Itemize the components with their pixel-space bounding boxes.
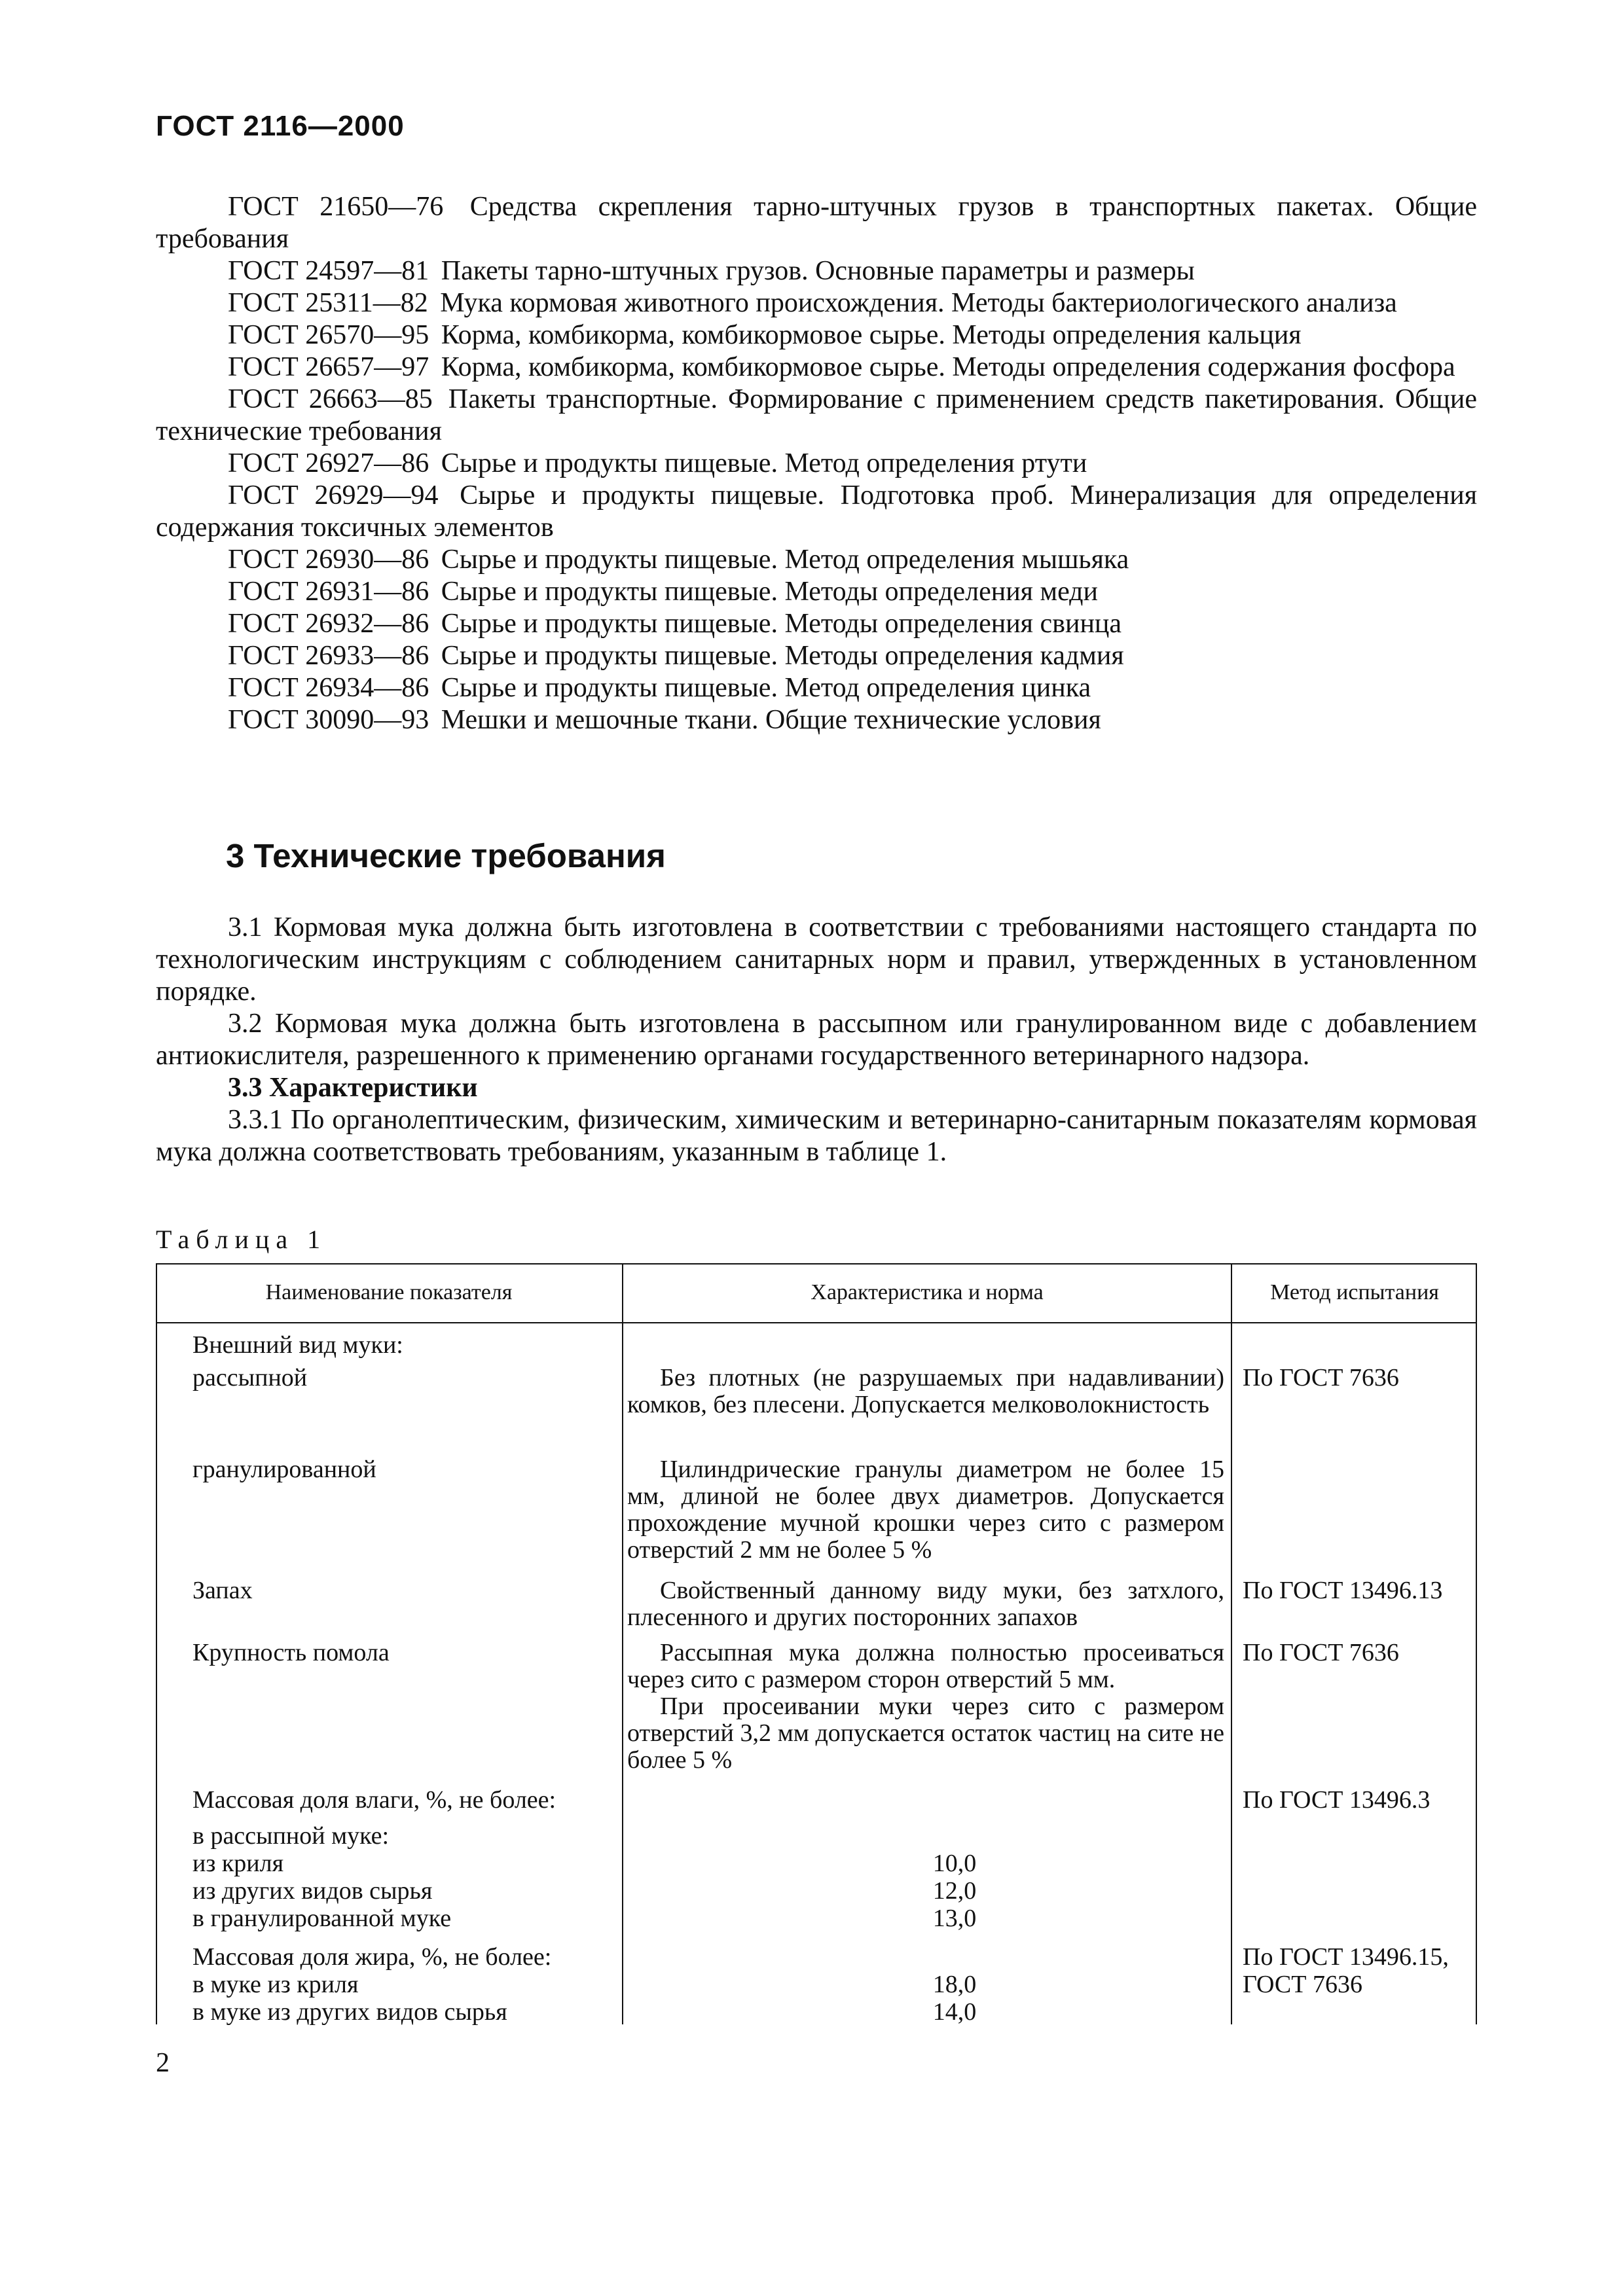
reference-title: Сырье и продукты пищевые. Метод определения мышьяка	[441, 545, 1129, 575]
table-cell: 18,0	[932, 1971, 977, 1998]
reference-item	[156, 480, 1477, 544]
table-cell-text: При просеивании муки через сито с размером отверстий 3,2 мм допускается остаток частиц на сите не более 5 %	[627, 1693, 1224, 1774]
reference-item	[156, 384, 1477, 448]
table-cell: 10,0	[932, 1850, 977, 1877]
table-cell: По ГОСТ 7636	[1243, 1639, 1399, 1666]
reference-code: ГОСТ 25311—82	[228, 288, 428, 318]
table-cell: в рассыпной муке:	[192, 1822, 390, 1850]
table-cell: в муке из других видов сырья	[192, 1998, 507, 2026]
reference-item	[156, 544, 1477, 576]
table-header-method: Метод испытания	[1270, 1280, 1439, 1304]
table-cell: Массовая доля влаги, %, не более:	[192, 1786, 556, 1814]
table-cell: из криля	[192, 1850, 284, 1877]
reference-title: Пакеты тарно-штучных грузов. Основные параметры и размеры	[441, 256, 1195, 286]
reference-title: Пакеты транспортные. Формирование с применением средств пакетирования. Общие технические требования	[156, 384, 1478, 446]
reference-item	[156, 255, 1477, 287]
reference-item	[156, 672, 1477, 704]
table-cell: гранулированной	[192, 1456, 376, 1483]
table-header-divider	[156, 1322, 1477, 1323]
reference-item	[156, 319, 1477, 351]
paragraph-3-1: 3.1 Кормовая мука должна быть изготовлена в соответствии с требованиями настоящего стандарта по технологическим инструкциям с соблюдением санитарных норм и правил, утвержденных в установленном порядке.	[156, 912, 1477, 1007]
reference-title: Сырье и продукты пищевые. Методы определения меди	[441, 577, 1099, 607]
reference-item	[156, 608, 1477, 640]
reference-title: Корма, комбикорма, комбикормовое сырье. Методы определения кальция	[441, 320, 1302, 350]
reference-code: ГОСТ 26929—94	[228, 480, 439, 511]
table-cell	[627, 1640, 1224, 1774]
table-cell: Массовая доля жира, %, не более:	[192, 1943, 552, 1971]
table-cell	[627, 1365, 1224, 1418]
reference-code: ГОСТ 26931—86	[228, 577, 429, 607]
subsection-heading: 3.3 Характеристики	[228, 1073, 478, 1103]
reference-code: ГОСТ 21650—76	[228, 192, 444, 222]
table-cell-text: Без плотных (не разрушаемых при надавливании) комков, без плесени. Допускается мелковолокнистость	[627, 1364, 1224, 1418]
reference-code: ГОСТ 30090—93	[228, 705, 429, 735]
reference-item	[156, 191, 1477, 255]
characteristics-table	[156, 1263, 1477, 2026]
table-cell: Внешний вид муки:	[192, 1331, 403, 1359]
reference-title: Сырье и продукты пищевые. Подготовка проб. Минерализация для определения содержания токсичных элементов	[156, 480, 1478, 543]
reference-title: Корма, комбикорма, комбикормовое сырье. Методы определения содержания фосфора	[441, 352, 1455, 382]
table-header-norm: Характеристика и норма	[811, 1280, 1044, 1304]
paragraph-3-2: 3.2 Кормовая мука должна быть изготовлена в рассыпном или гранулированном виде с добавлением антиокислителя, разрешенного к применению органами государственного ветеринарного надзора.	[156, 1009, 1477, 1071]
reference-title: Мука кормовая животного происхождения. Методы бактериологического анализа	[440, 288, 1397, 318]
table-cell: в муке из криля	[192, 1971, 359, 1998]
section-title: 3 Технические требования	[226, 837, 666, 874]
reference-item	[156, 640, 1477, 672]
reference-title: Сырье и продукты пищевые. Метод определения ртути	[441, 448, 1087, 478]
reference-code: ГОСТ 26570—95	[228, 320, 429, 350]
reference-code: ГОСТ 26934—86	[228, 673, 429, 703]
table-cell-text: Рассыпная мука должна полностью просеиваться через сито с размером сторон отверстий 5 мм.	[627, 1639, 1224, 1693]
table-cell: Запах	[192, 1577, 253, 1604]
table-cell: ГОСТ 7636	[1243, 1971, 1362, 1998]
reference-item	[156, 704, 1477, 736]
table-cell: 13,0	[932, 1905, 977, 1932]
reference-title: Мешки и мешочные ткани. Общие технические условия	[441, 705, 1101, 735]
reference-item	[156, 351, 1477, 384]
reference-title: Средства скрепления тарно-штучных грузов в транспортных пакетах. Общие требования	[156, 192, 1478, 254]
reference-code: ГОСТ 26927—86	[228, 448, 429, 478]
reference-title: Сырье и продукты пищевые. Методы определения свинца	[441, 609, 1122, 639]
table-cell: в гранулированной муке	[192, 1905, 452, 1932]
reference-code: ГОСТ 26930—86	[228, 545, 429, 575]
table-cell: По ГОСТ 13496.15,	[1243, 1943, 1449, 1971]
table-header-indicator: Наименование показателя	[265, 1280, 513, 1304]
reference-code: ГОСТ 26663—85	[228, 384, 433, 414]
page-number: 2	[156, 2048, 170, 2078]
reference-title: Сырье и продукты пищевые. Метод определения цинка	[441, 673, 1091, 703]
table-cell: 14,0	[932, 1998, 977, 2026]
reference-title: Сырье и продукты пищевые. Методы определения кадмия	[441, 641, 1124, 671]
reference-code: ГОСТ 24597—81	[228, 256, 429, 286]
table-cell	[627, 1456, 1224, 1564]
section-body	[156, 912, 1477, 1168]
document-header: ГОСТ 2116—2000	[156, 110, 405, 142]
normative-references-list	[156, 191, 1477, 736]
reference-item	[156, 576, 1477, 608]
table-cell: По ГОСТ 7636	[1243, 1364, 1399, 1391]
table-cell: рассыпной	[192, 1364, 308, 1391]
table-cell: 12,0	[932, 1877, 977, 1905]
table-cell: Крупность помола	[192, 1639, 390, 1666]
reference-code: ГОСТ 26932—86	[228, 609, 429, 639]
table-cell-text: Свойственный данному виду муки, без затхлого, плесенного и других посторонних запахов	[627, 1577, 1224, 1631]
reference-item	[156, 287, 1477, 319]
table-cell: По ГОСТ 13496.13	[1243, 1577, 1443, 1604]
table-cell-text: Цилиндрические гранулы диаметром не более 15 мм, длиной не более двух диаметров. Допускается прохождение мучной крошки через сито с размером отверстий 2 мм не более 5 %	[627, 1456, 1224, 1564]
table-cell: из других видов сырья	[192, 1877, 433, 1905]
paragraph-3-3-1: 3.3.1 По органолептическим, физическим, химическим и ветеринарно-санитарным показателям кормовая мука должна соответствовать требованиям, указанным в таблице 1.	[156, 1105, 1477, 1167]
reference-code: ГОСТ 26657—97	[228, 352, 429, 382]
table-cell: По ГОСТ 13496.3	[1243, 1786, 1431, 1814]
table-cell	[627, 1577, 1224, 1631]
reference-code: ГОСТ 26933—86	[228, 641, 429, 671]
reference-item	[156, 448, 1477, 480]
table-caption: Таблица 1	[156, 1225, 327, 1254]
